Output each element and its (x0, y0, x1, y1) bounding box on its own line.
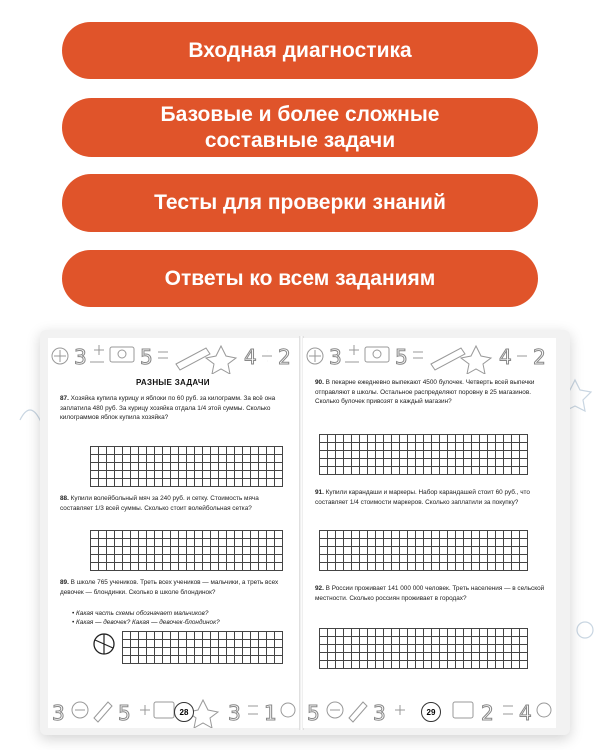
task-91 (315, 488, 545, 507)
svg-text:3: 3 (228, 701, 241, 725)
answer-grid (122, 631, 283, 664)
task-text: Купили волейбольный мяч за 240 руб. и сетку. Стоимость мяча составляет 1/3 всей суммы. Сколько стоит волейбольная сетка? (60, 495, 259, 512)
task-87 (60, 394, 290, 423)
task-90 (315, 378, 545, 407)
svg-text:4: 4 (519, 701, 532, 725)
answer-grid (319, 530, 528, 571)
feature-pill-tests (62, 174, 538, 232)
svg-text:3: 3 (52, 701, 65, 725)
task-number: 90. (315, 379, 324, 386)
task-text: В пекарне ежедневно выпекают 4500 булочек. Четверть всей выпечки отправляют в школы. Остальное распределяют поровну в 25 магазинов. Сколько булочек привозят в каждый магазин? (315, 379, 535, 405)
task-text: Хозяйка купила курицу и яблоки по 60 руб. за килограмм. За всё она заплатила 480 руб. За курицу хозяйка отдала 1/4 этой суммы. Сколько килограммов яблок купила хозяйка? (60, 395, 276, 421)
section-heading: РАЗНЫЕ ЗАДАЧИ (136, 378, 210, 387)
feature-pill-label: Входная диагностика (188, 38, 412, 62)
answer-grid (90, 446, 283, 487)
svg-text:5: 5 (395, 345, 408, 369)
task-number: 88. (60, 495, 69, 502)
svg-text:2: 2 (278, 345, 291, 369)
task-92 (315, 584, 545, 603)
svg-text:2: 2 (481, 701, 494, 725)
task-number: 91. (315, 489, 324, 496)
feature-pill-label: Тесты для проверки знаний (154, 191, 446, 214)
feature-pill-diagnostics (62, 22, 538, 79)
left-page (48, 338, 300, 728)
task-number: 92. (315, 585, 324, 592)
svg-text:5: 5 (118, 701, 131, 725)
task-number: 89. (60, 579, 69, 586)
feature-pill-answers (62, 250, 538, 307)
answer-grid (319, 628, 528, 669)
answer-grid (90, 530, 283, 571)
answer-grid (319, 434, 528, 475)
task-text: В школе 765 учеников. Треть всех учеников — мальчики, а треть всех девочек — блондинки. Сколько в школе блондинок? (60, 579, 279, 596)
task-text: В России проживает 141 000 000 человек. Треть населения — в сельской местности. Сколько россиян проживает в городах? (315, 585, 545, 602)
svg-text:3: 3 (373, 701, 386, 725)
top-doodle-band (303, 338, 556, 374)
svg-text:1: 1 (264, 701, 277, 725)
svg-text:5: 5 (307, 701, 320, 725)
page-number: 29 (421, 702, 441, 722)
page-number: 28 (174, 702, 194, 722)
task-89 (60, 578, 290, 597)
top-doodle-band (48, 338, 300, 374)
task-number: 87. (60, 395, 69, 402)
task-option-text: Какая — девочек? Какая — девочек-блондинок? (76, 619, 220, 626)
svg-text:4: 4 (499, 345, 512, 369)
task-text: Купили карандаши и маркеры. Набор карандашей стоит 60 руб., что составляет 1/4 стоимости маркеров. Сколько заплатили за покупку? (315, 489, 530, 506)
feature-pill-tasks (62, 98, 538, 157)
task-option-text: Какая часть схемы обозначает мальчиков? (76, 610, 209, 617)
task-option: • Какая — девочек? Какая — девочек-блондинок? (72, 619, 220, 626)
task-88 (60, 494, 290, 513)
feature-pill-label: Базовые и более сложные составные задачи (160, 102, 440, 152)
svg-text:4: 4 (244, 345, 257, 369)
svg-text:3: 3 (74, 345, 87, 369)
right-page (303, 338, 556, 728)
svg-text:2: 2 (533, 345, 546, 369)
svg-text:5: 5 (140, 345, 153, 369)
feature-pill-label: Ответы ко всем заданиям (164, 266, 436, 290)
circle-diagram-icon (92, 632, 116, 656)
task-option: • Какая часть схемы обозначает мальчиков? (72, 610, 209, 617)
svg-text:3: 3 (329, 345, 342, 369)
